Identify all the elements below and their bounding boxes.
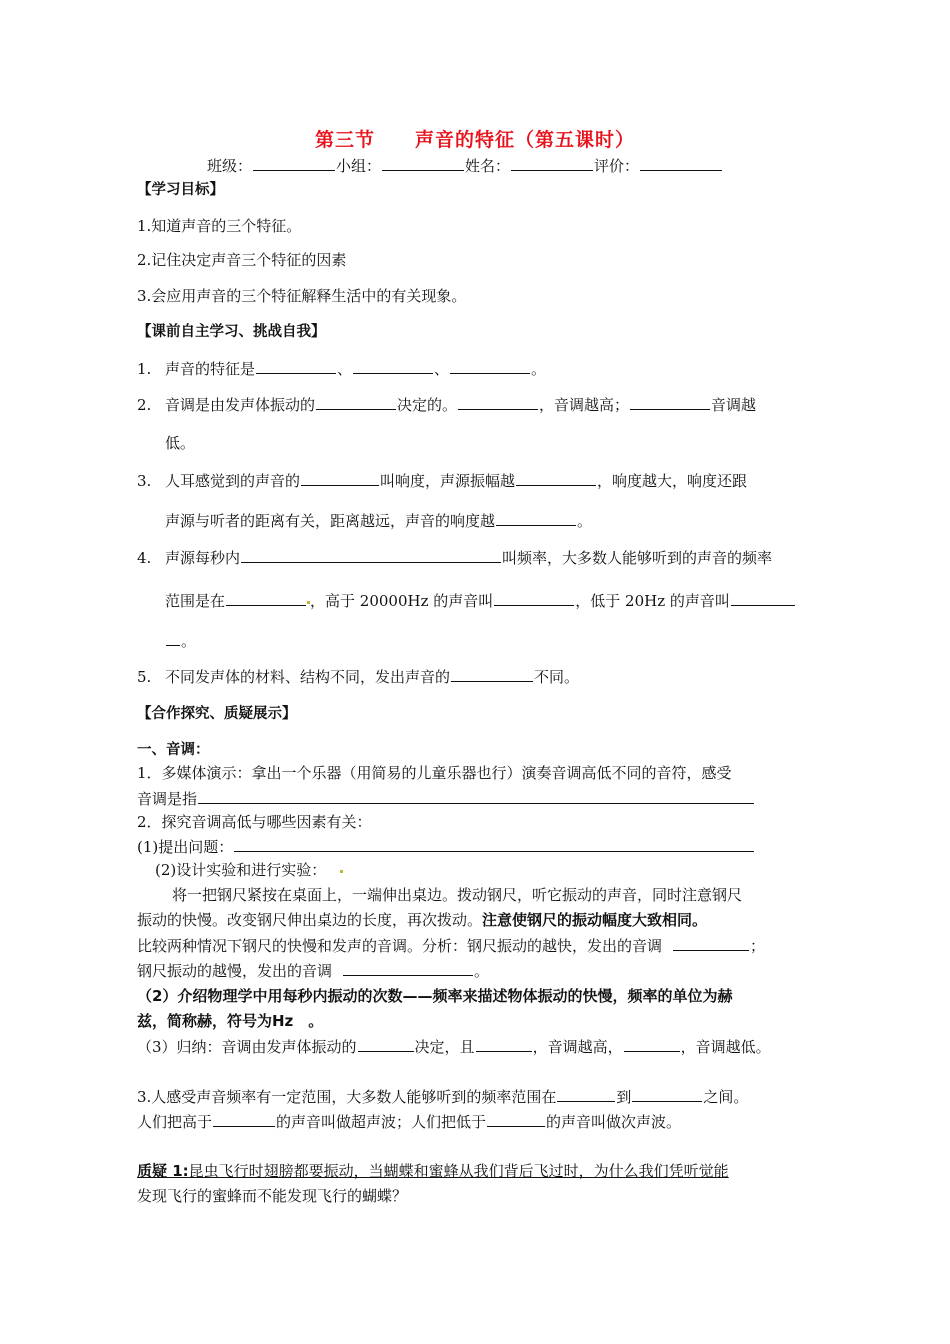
group-label: 小组： xyxy=(336,157,382,175)
speck-mark xyxy=(340,870,343,873)
goal-item: 3.会应用声音的三个特征解释生活中的有关现象。 xyxy=(137,287,467,305)
coop-line: 比较两种情况下钢尺的快慢和发声的音调。分析：钢尺振动的越快，发出的音调 ； xyxy=(137,937,766,955)
answer-blank[interactable] xyxy=(256,358,336,374)
page-title: 第三节 声音的特征（第五课时） xyxy=(314,129,635,151)
goals-heading: 【学习目标】 xyxy=(137,182,224,198)
class-label: 班级： xyxy=(207,157,253,175)
answer-blank[interactable] xyxy=(496,510,576,526)
pre-q5: 5. 不同发声体的材料、结构不同，发出声音的 不同。 xyxy=(137,668,580,686)
answer-blank[interactable] xyxy=(450,358,530,374)
answer-blank[interactable] xyxy=(731,590,795,606)
answer-blank[interactable] xyxy=(301,470,379,486)
coop-heading: 【合作探究、质疑展示】 xyxy=(137,706,297,722)
answer-blank[interactable] xyxy=(557,1086,615,1102)
answer-blank[interactable] xyxy=(353,358,433,374)
answer-blank[interactable] xyxy=(166,630,180,646)
doubt-label: 质疑 1: xyxy=(137,1162,189,1180)
pre-q4-cont2: 。 xyxy=(165,630,196,651)
coop-line: 人们把高于 的声音叫做超声波；人们把低于 的声音叫做次声波。 xyxy=(137,1113,682,1131)
info-line xyxy=(207,155,723,176)
answer-blank[interactable] xyxy=(316,394,396,410)
name-label: 姓名： xyxy=(465,157,511,175)
pre-q3-cont: 声源与听者的距离有关，距离越远，声音的响度越 。 xyxy=(165,512,593,530)
answer-blank[interactable] xyxy=(632,1086,702,1102)
coop-line: （2）介绍物理学中用每秒内振动的次数——频率来描述物体振动的快慢，频率的单位为赫 xyxy=(137,987,733,1005)
q-num: 5. xyxy=(137,668,152,686)
doubt-line: 质疑 1:昆虫飞行时翅膀都要振动，当蝴蝶和蜜蜂从我们背后飞过时，为什么我们凭听觉能 xyxy=(137,1162,729,1180)
answer-blank[interactable] xyxy=(241,547,501,563)
goal-item: 2.记住决定声音三个特征的因素 xyxy=(137,251,347,269)
coop-line: 3.人感受声音频率有一定范围，大多数人能够听到的频率范围在 到 之间。 xyxy=(137,1088,749,1106)
coop-line: 1．多媒体演示：拿出一个乐器（用简易的儿童乐器也行）演奏音调高低不同的音符，感受 xyxy=(137,764,732,782)
goal-item: 1.知道声音的三个特征。 xyxy=(137,217,302,235)
coop-line: 振动的快慢。改变钢尺伸出桌边的长度，再次拨动。注意使钢尺的振动幅度大致相同。 xyxy=(137,911,708,929)
answer-blank[interactable] xyxy=(494,590,574,606)
pre-q4-cont: 范围是在 ，高于 20000Hz 的声音叫 ，低于 20Hz 的声音叫 xyxy=(165,590,796,611)
answer-blank[interactable] xyxy=(673,935,749,951)
name-blank[interactable] xyxy=(511,155,593,171)
answer-blank[interactable] xyxy=(198,788,754,804)
coop-line: (1)提出问题： xyxy=(137,836,755,857)
answer-blank[interactable] xyxy=(516,470,596,486)
pre-q2-cont: 低。 xyxy=(165,434,196,452)
answer-blank[interactable] xyxy=(451,666,533,682)
answer-blank[interactable] xyxy=(458,394,538,410)
pitch-subheading: 一、音调： xyxy=(137,742,210,758)
class-blank[interactable] xyxy=(253,155,335,171)
group-blank[interactable] xyxy=(382,155,464,171)
coop-line: 兹，简称赫，符号为Hz 。 xyxy=(137,1012,324,1030)
eval-blank[interactable] xyxy=(640,155,722,171)
coop-line: 2．探究音调高低与哪些因素有关： xyxy=(137,813,372,831)
coop-line: 音调是指 xyxy=(137,788,755,809)
q-num: 1. xyxy=(137,360,152,378)
answer-blank[interactable] xyxy=(358,1036,414,1052)
answer-blank[interactable] xyxy=(343,960,473,976)
answer-blank[interactable] xyxy=(476,1036,532,1052)
answer-blank[interactable] xyxy=(487,1111,545,1127)
answer-blank[interactable] xyxy=(213,1111,275,1127)
answer-blank[interactable] xyxy=(630,394,710,410)
coop-line: (2)设计实验和进行实验： xyxy=(155,860,343,880)
q-num: 3. xyxy=(137,472,152,490)
eval-label: 评价： xyxy=(594,157,640,175)
pre-q3: 3. 人耳感觉到的声音的 叫响度，声源振幅越 ，响度越大，响度还跟 xyxy=(137,472,748,490)
answer-blank[interactable] xyxy=(624,1036,680,1052)
q-num: 4. xyxy=(137,549,152,567)
coop-line: 将一把钢尺紧按在桌面上，一端伸出桌边。拨动钢尺，听它振动的声音，同时注意钢尺 xyxy=(172,886,743,904)
coop-line: （3）归纳：音调由发声体振动的 决定，且 ，音调越高， ，音调越低。 xyxy=(137,1038,771,1056)
coop-line: 钢尺振动的越慢，发出的音调 。 xyxy=(137,962,490,980)
answer-blank[interactable] xyxy=(234,836,754,852)
q-num: 2. xyxy=(137,396,152,414)
pre-q2: 2. 音调是由发声体振动的 决定的。 ，音调越高； 音调越 xyxy=(137,396,757,414)
pre-q1: 1. 声音的特征是 、 、 。 xyxy=(137,360,547,378)
pre-heading: 【课前自主学习、挑战自我】 xyxy=(137,324,326,340)
answer-blank[interactable] xyxy=(226,590,306,606)
doubt-line: 发现飞行的蜜蜂而不能发现飞行的蝴蝶？ xyxy=(137,1187,408,1205)
pre-q4: 4. 声源每秒内 叫频率，大多数人能够听到的声音的频率 xyxy=(137,549,773,567)
